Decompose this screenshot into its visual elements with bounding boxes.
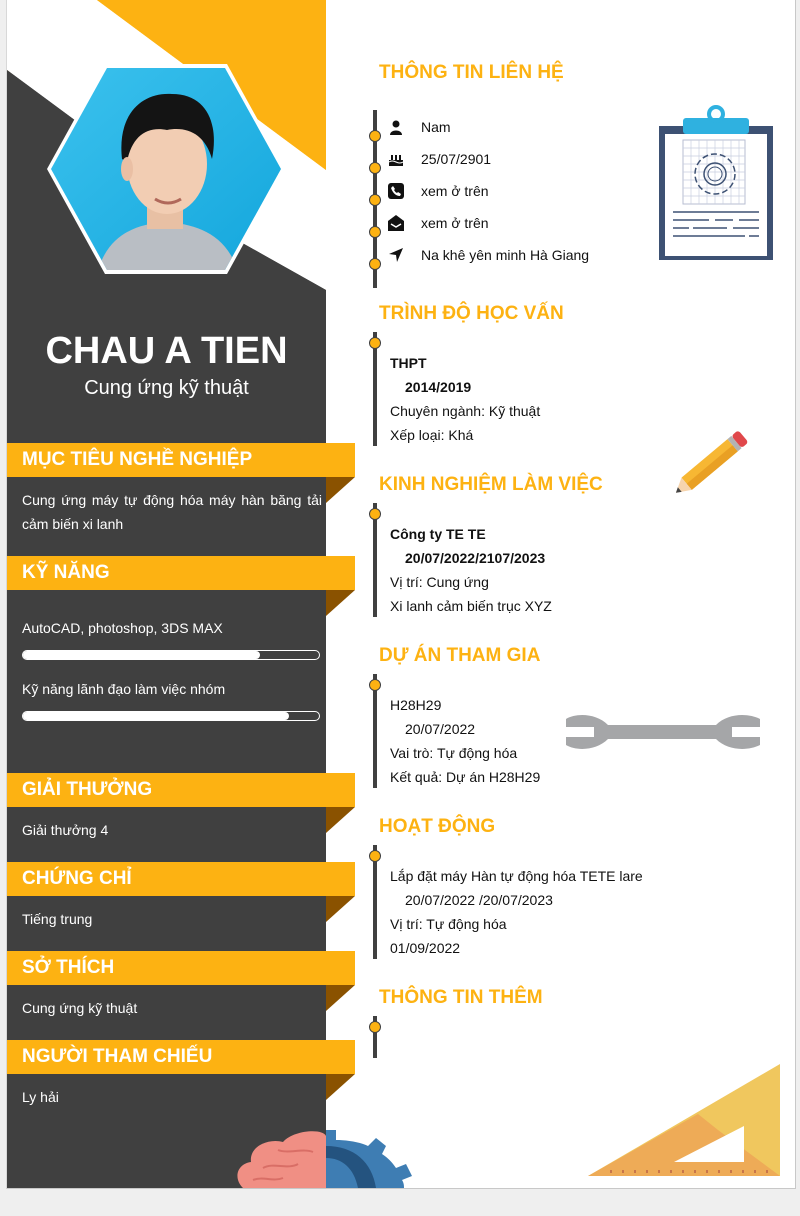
education-school: THPT xyxy=(390,355,427,371)
candidate-name: CHAU A TIEN xyxy=(45,330,288,372)
birthday-cake-icon xyxy=(388,151,404,167)
section-heading-contact: THÔNG TIN LIÊN HỆ xyxy=(379,62,564,83)
main-content xyxy=(326,0,795,1188)
timeline-line xyxy=(373,503,377,617)
timeline-dot xyxy=(369,679,381,691)
timeline-dot xyxy=(369,226,381,238)
education-period: 2014/2019 xyxy=(405,379,472,395)
section-heading-skills: KỸ NĂNG xyxy=(7,556,355,590)
references-text: Ly hải xyxy=(22,1089,59,1105)
skill-label: AutoCAD, photoshop, 3DS MAX xyxy=(22,620,223,636)
sidebar xyxy=(7,0,326,1188)
contact-birthday: 25/07/2901 xyxy=(421,151,492,167)
section-heading-additional: THÔNG TIN THÊM xyxy=(379,987,543,1008)
location-arrow-icon xyxy=(388,247,404,263)
timeline-dot xyxy=(369,162,381,174)
hobbies-text: Cung ứng kỹ thuật xyxy=(22,1000,138,1016)
section-heading-certificates: CHỨNG CHỈ xyxy=(7,862,355,896)
timeline-line xyxy=(373,674,377,788)
objective-text: Cung ứng máy tự động hóa máy hàn băng tải cảm biến xi lanh xyxy=(22,492,322,532)
timeline-dot xyxy=(369,337,381,349)
section-heading-activities: HOẠT ĐỘNG xyxy=(379,816,496,837)
skill-progress-bar xyxy=(22,650,320,660)
project-name: H28H29 xyxy=(390,697,442,713)
candidate-title: Cung ứng kỹ thuật xyxy=(84,377,249,399)
timeline-dot xyxy=(369,1021,381,1033)
awards-text: Giải thưởng 4 xyxy=(22,822,109,838)
timeline-dot xyxy=(369,508,381,520)
project-role: Vai trò: Tự động hóa xyxy=(390,745,518,761)
envelope-icon xyxy=(388,215,404,231)
activity-date: 01/09/2022 xyxy=(390,940,461,956)
contact-gender: Nam xyxy=(421,119,451,135)
clipboard-icon xyxy=(657,104,775,262)
experience-position: Vị trí: Cung ứng xyxy=(390,574,489,590)
timeline-dot xyxy=(369,258,381,270)
brain-icon xyxy=(233,1128,326,1188)
wrench-icon xyxy=(566,713,760,751)
project-date: 20/07/2022 xyxy=(405,721,476,737)
education-grade: Xếp loại: Khá xyxy=(390,427,474,443)
section-heading-objective: MỤC TIÊU NGHỀ NGHIỆP xyxy=(7,443,355,477)
phone-icon xyxy=(388,183,404,199)
set-square-icon xyxy=(588,1064,780,1176)
activity-period: 20/07/2022 /20/07/2023 xyxy=(405,892,553,908)
timeline-dot xyxy=(369,130,381,142)
project-result: Kết quả: Dự án H28H29 xyxy=(390,769,541,785)
certificates-text: Tiếng trung xyxy=(22,911,93,927)
gear-icon xyxy=(326,1130,418,1188)
cv-page xyxy=(6,0,796,1189)
section-heading-experience: KINH NGHIỆM LÀM VIỆC xyxy=(379,474,603,495)
experience-description: Xi lanh cảm biến trục XYZ xyxy=(390,598,552,614)
skill-label: Kỹ năng lãnh đạo làm việc nhóm xyxy=(22,681,226,697)
experience-period: 20/07/2022/2107/2023 xyxy=(405,550,546,566)
activity-position: Vị trí: Tự động hóa xyxy=(390,916,507,932)
timeline-line xyxy=(373,332,377,446)
contact-email: xem ở trên xyxy=(421,215,489,231)
timeline-line xyxy=(373,845,377,959)
contact-phone: xem ở trên xyxy=(421,183,489,199)
section-heading-projects: DỰ ÁN THAM GIA xyxy=(379,645,541,666)
skill-progress-bar xyxy=(22,711,320,721)
experience-company: Công ty TE TE xyxy=(390,526,486,542)
activity-name: Lắp đặt máy Hàn tự động hóa TETE lare xyxy=(390,868,643,884)
section-heading-references: NGƯỜI THAM CHIẾU xyxy=(7,1040,355,1074)
section-heading-awards: GIẢI THƯỞNG xyxy=(7,773,355,807)
person-icon xyxy=(388,119,404,135)
section-heading-hobbies: SỞ THÍCH xyxy=(7,951,355,985)
contact-address: Na khê yên minh Hà Giang xyxy=(421,247,590,263)
timeline-dot xyxy=(369,194,381,206)
timeline-dot xyxy=(369,850,381,862)
avatar xyxy=(47,64,285,274)
pencil-icon xyxy=(674,422,756,498)
section-heading-education: TRÌNH ĐỘ HỌC VẤN xyxy=(379,303,564,324)
education-major: Chuyên ngành: Kỹ thuật xyxy=(390,403,541,419)
